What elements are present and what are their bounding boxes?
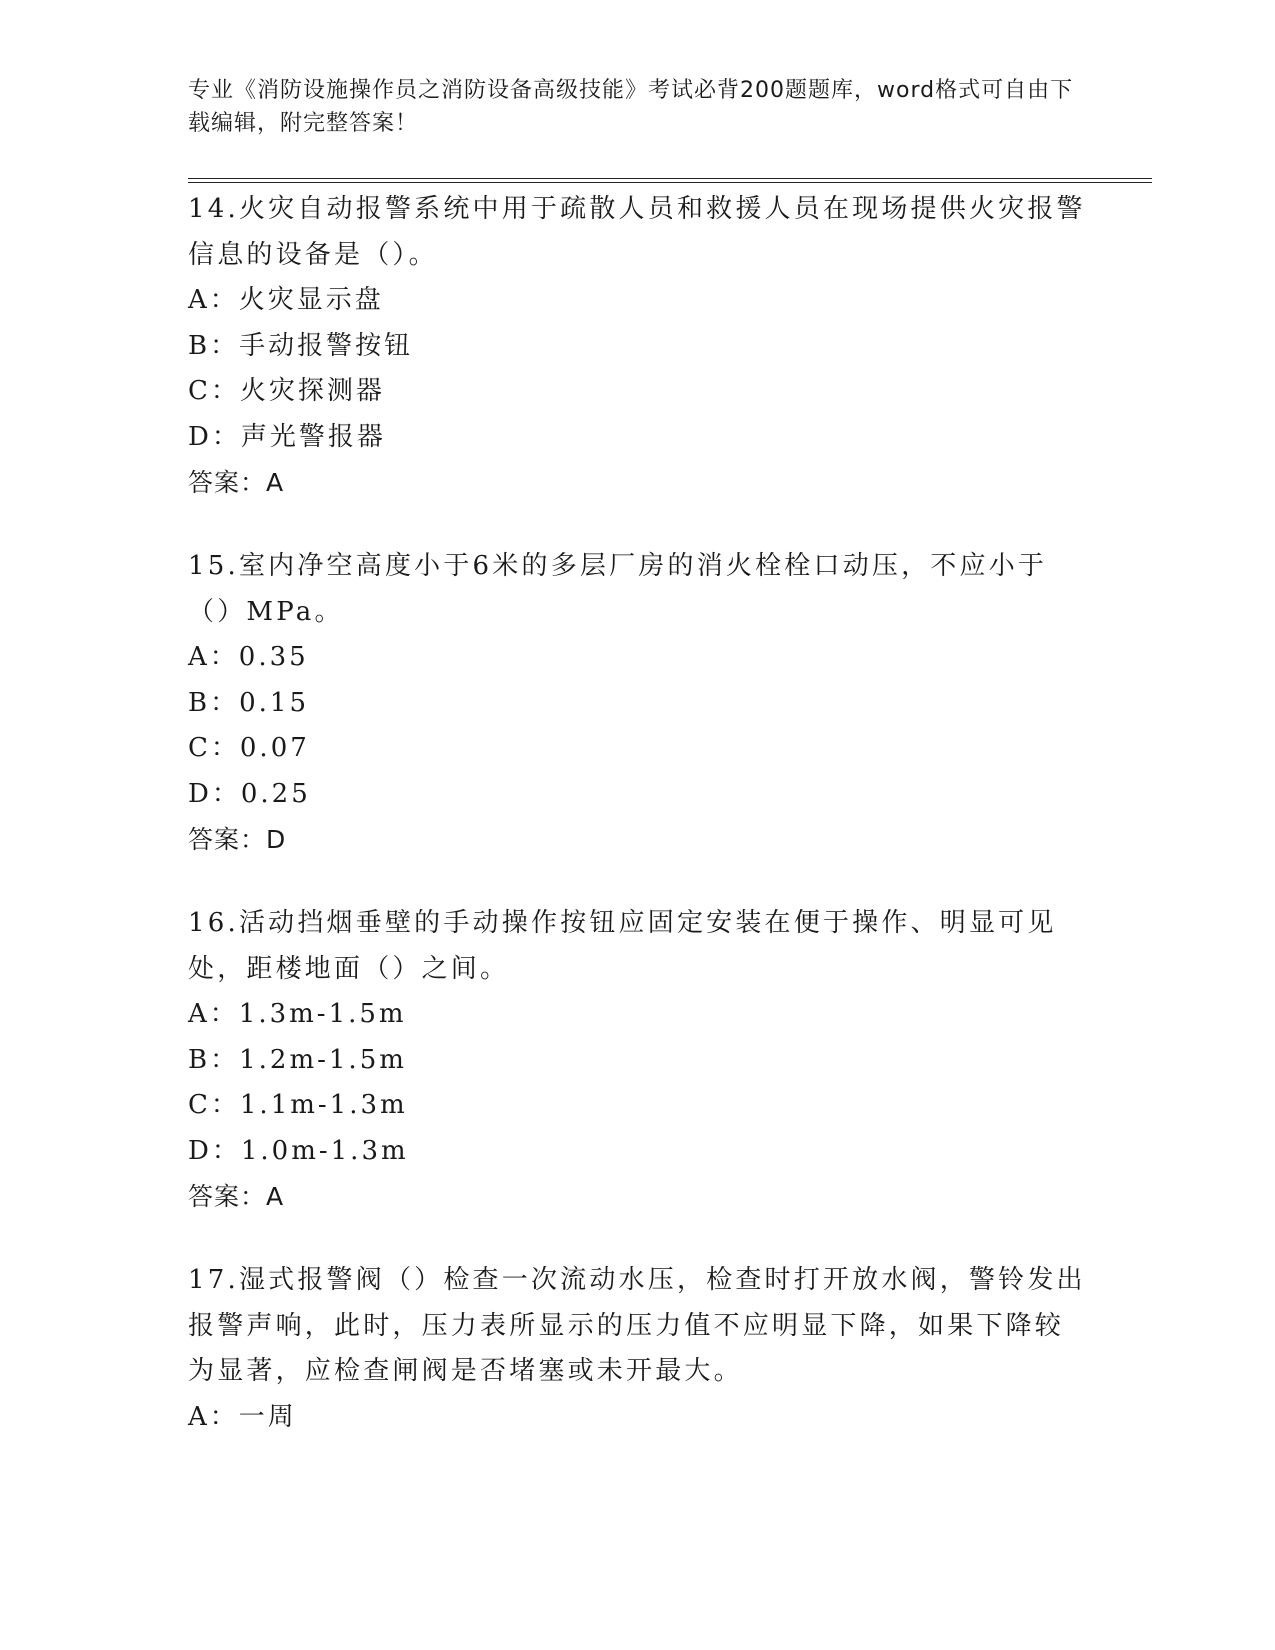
question-text: 14.火灾自动报警系统中用于疏散人员和救援人员在现场提供火灾报警信息的设备是（）。 <box>188 194 1086 270</box>
option-a: A：火灾显示盘 <box>188 285 384 315</box>
option-c: C：1.1m-1.3m <box>188 1090 408 1120</box>
question-text: 17.湿式报警阀（）检查一次流动水压，检查时打开放水阀，警铃发出报警声响，此时，压力表所显示的压力值不应明显下降，如果下降较为显著，应检查闸阀是否堵塞或未开最大。 <box>188 1265 1086 1386</box>
option-d: D：0.25 <box>188 778 311 809</box>
question-text: 16.活动挡烟垂壁的手动操作按钮应固定安装在便于操作、明显可见处，距楼地面（）之间。 <box>188 908 1057 984</box>
question-16 <box>188 901 1088 1220</box>
option-b: B：0.15 <box>188 687 309 718</box>
question-list <box>188 187 1088 1478</box>
answer-line: 答案：D <box>188 825 287 854</box>
question-17 <box>188 1258 1088 1440</box>
option-c: C：火灾探测器 <box>188 376 385 406</box>
option-b: B：1.2m-1.5m <box>188 1044 407 1075</box>
question-text: 15.室内净空高度小于6米的多层厂房的消火栓栓口动压，不应小于（）MPa。 <box>188 551 1048 627</box>
question-15 <box>188 544 1088 863</box>
option-a: A：一周 <box>188 1401 297 1432</box>
option-d: D：声光警报器 <box>188 421 386 452</box>
option-d: D：1.0m-1.3m <box>188 1135 409 1166</box>
option-a: A：0.35 <box>188 642 309 672</box>
option-b: B：手动报警按钮 <box>188 330 414 361</box>
document-header: 专业《消防设施操作员之消防设备高级技能》考试必背200题题库，word格式可自由下载编辑，附完整答案！ <box>188 78 1074 136</box>
answer-line: 答案：A <box>188 1182 285 1211</box>
option-a: A：1.3m-1.5m <box>188 999 407 1029</box>
question-14 <box>188 187 1088 506</box>
option-c: C：0.07 <box>188 733 310 763</box>
header-divider-bottom <box>188 182 1152 183</box>
answer-line: 答案：A <box>188 468 285 497</box>
header-divider-top <box>188 178 1152 179</box>
